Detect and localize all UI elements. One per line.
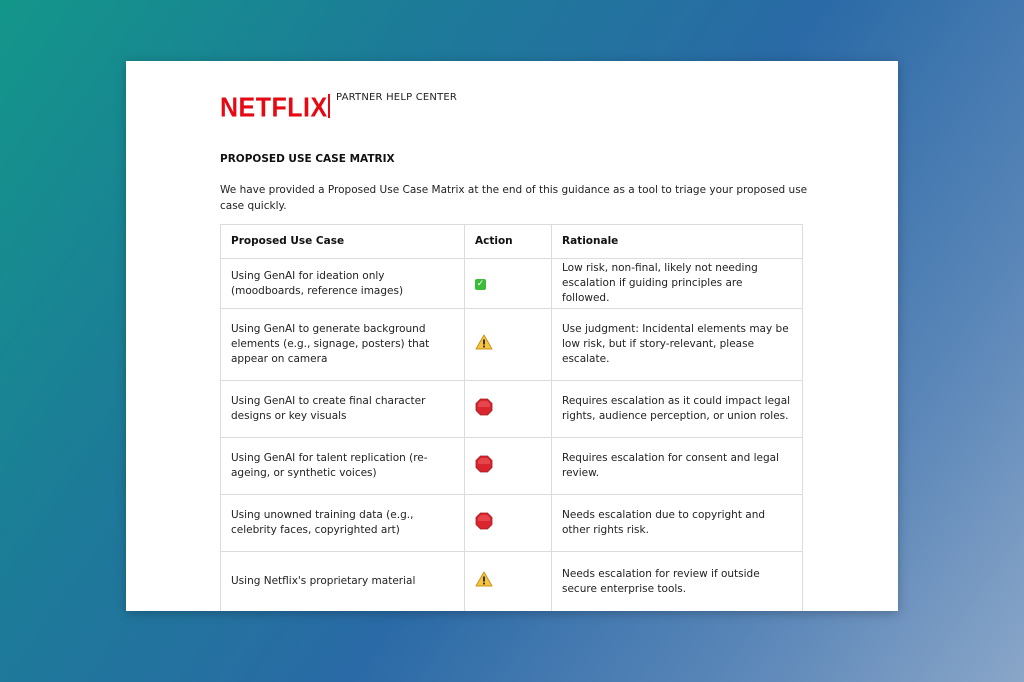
netflix-logo[interactable]: NETFLIX <box>220 92 328 124</box>
table-row <box>221 552 803 612</box>
use-case-cell: Using Netflix's proprietary material <box>221 552 465 612</box>
action-cell <box>465 309 552 381</box>
logo-divider <box>328 94 330 118</box>
stop-icon <box>475 455 493 473</box>
use-case-matrix-table <box>220 224 803 611</box>
rationale-cell: Requires escalation as it could impact legal rights, audience perception, or union roles. <box>552 381 803 438</box>
intro-paragraph: We have provided a Proposed Use Case Matrix at the end of this guidance as a tool to triage your proposed use case quickly. <box>220 184 808 212</box>
warning-icon <box>475 334 493 350</box>
table-row <box>221 495 803 552</box>
column-header-use-case: Proposed Use Case <box>221 225 465 259</box>
column-header-action: Action <box>465 225 552 259</box>
table-row <box>221 259 803 309</box>
action-cell <box>465 381 552 438</box>
stop-icon <box>475 512 493 530</box>
use-case-cell: Using unowned training data (e.g., celebrity faces, copyrighted art) <box>221 495 465 552</box>
action-cell <box>465 495 552 552</box>
rationale-cell: Low risk, non-final, likely not needing escalation if guiding principles are followed. <box>552 259 803 309</box>
warning-icon <box>475 571 493 587</box>
action-cell <box>465 438 552 495</box>
action-cell <box>465 552 552 612</box>
rationale-cell: Needs escalation for review if outside secure enterprise tools. <box>552 552 803 612</box>
section-title: PROPOSED USE CASE MATRIX <box>220 153 395 165</box>
table-row <box>221 309 803 381</box>
use-case-cell: Using GenAI for talent replication (re-ageing, or synthetic voices) <box>221 438 465 495</box>
use-case-cell: Using GenAI for ideation only (moodboards, reference images) <box>221 259 465 309</box>
use-case-cell: Using GenAI to create final character designs or key visuals <box>221 381 465 438</box>
rationale-cell: Use judgment: Incidental elements may be low risk, but if story-relevant, please escalate. <box>552 309 803 381</box>
partner-help-center-label: PARTNER HELP CENTER <box>336 92 458 103</box>
column-header-rationale: Rationale <box>552 225 803 259</box>
table-row <box>221 381 803 438</box>
document-page <box>126 61 898 611</box>
table-header-row <box>221 225 803 259</box>
use-case-cell: Using GenAI to generate background elements (e.g., signage, posters) that appear on camera <box>221 309 465 381</box>
stop-icon <box>475 398 493 416</box>
action-cell <box>465 259 552 309</box>
check-icon: ✓ <box>476 279 485 289</box>
rationale-cell: Needs escalation due to copyright and other rights risk. <box>552 495 803 552</box>
rationale-cell: Requires escalation for consent and legal review. <box>552 438 803 495</box>
table-row <box>221 438 803 495</box>
